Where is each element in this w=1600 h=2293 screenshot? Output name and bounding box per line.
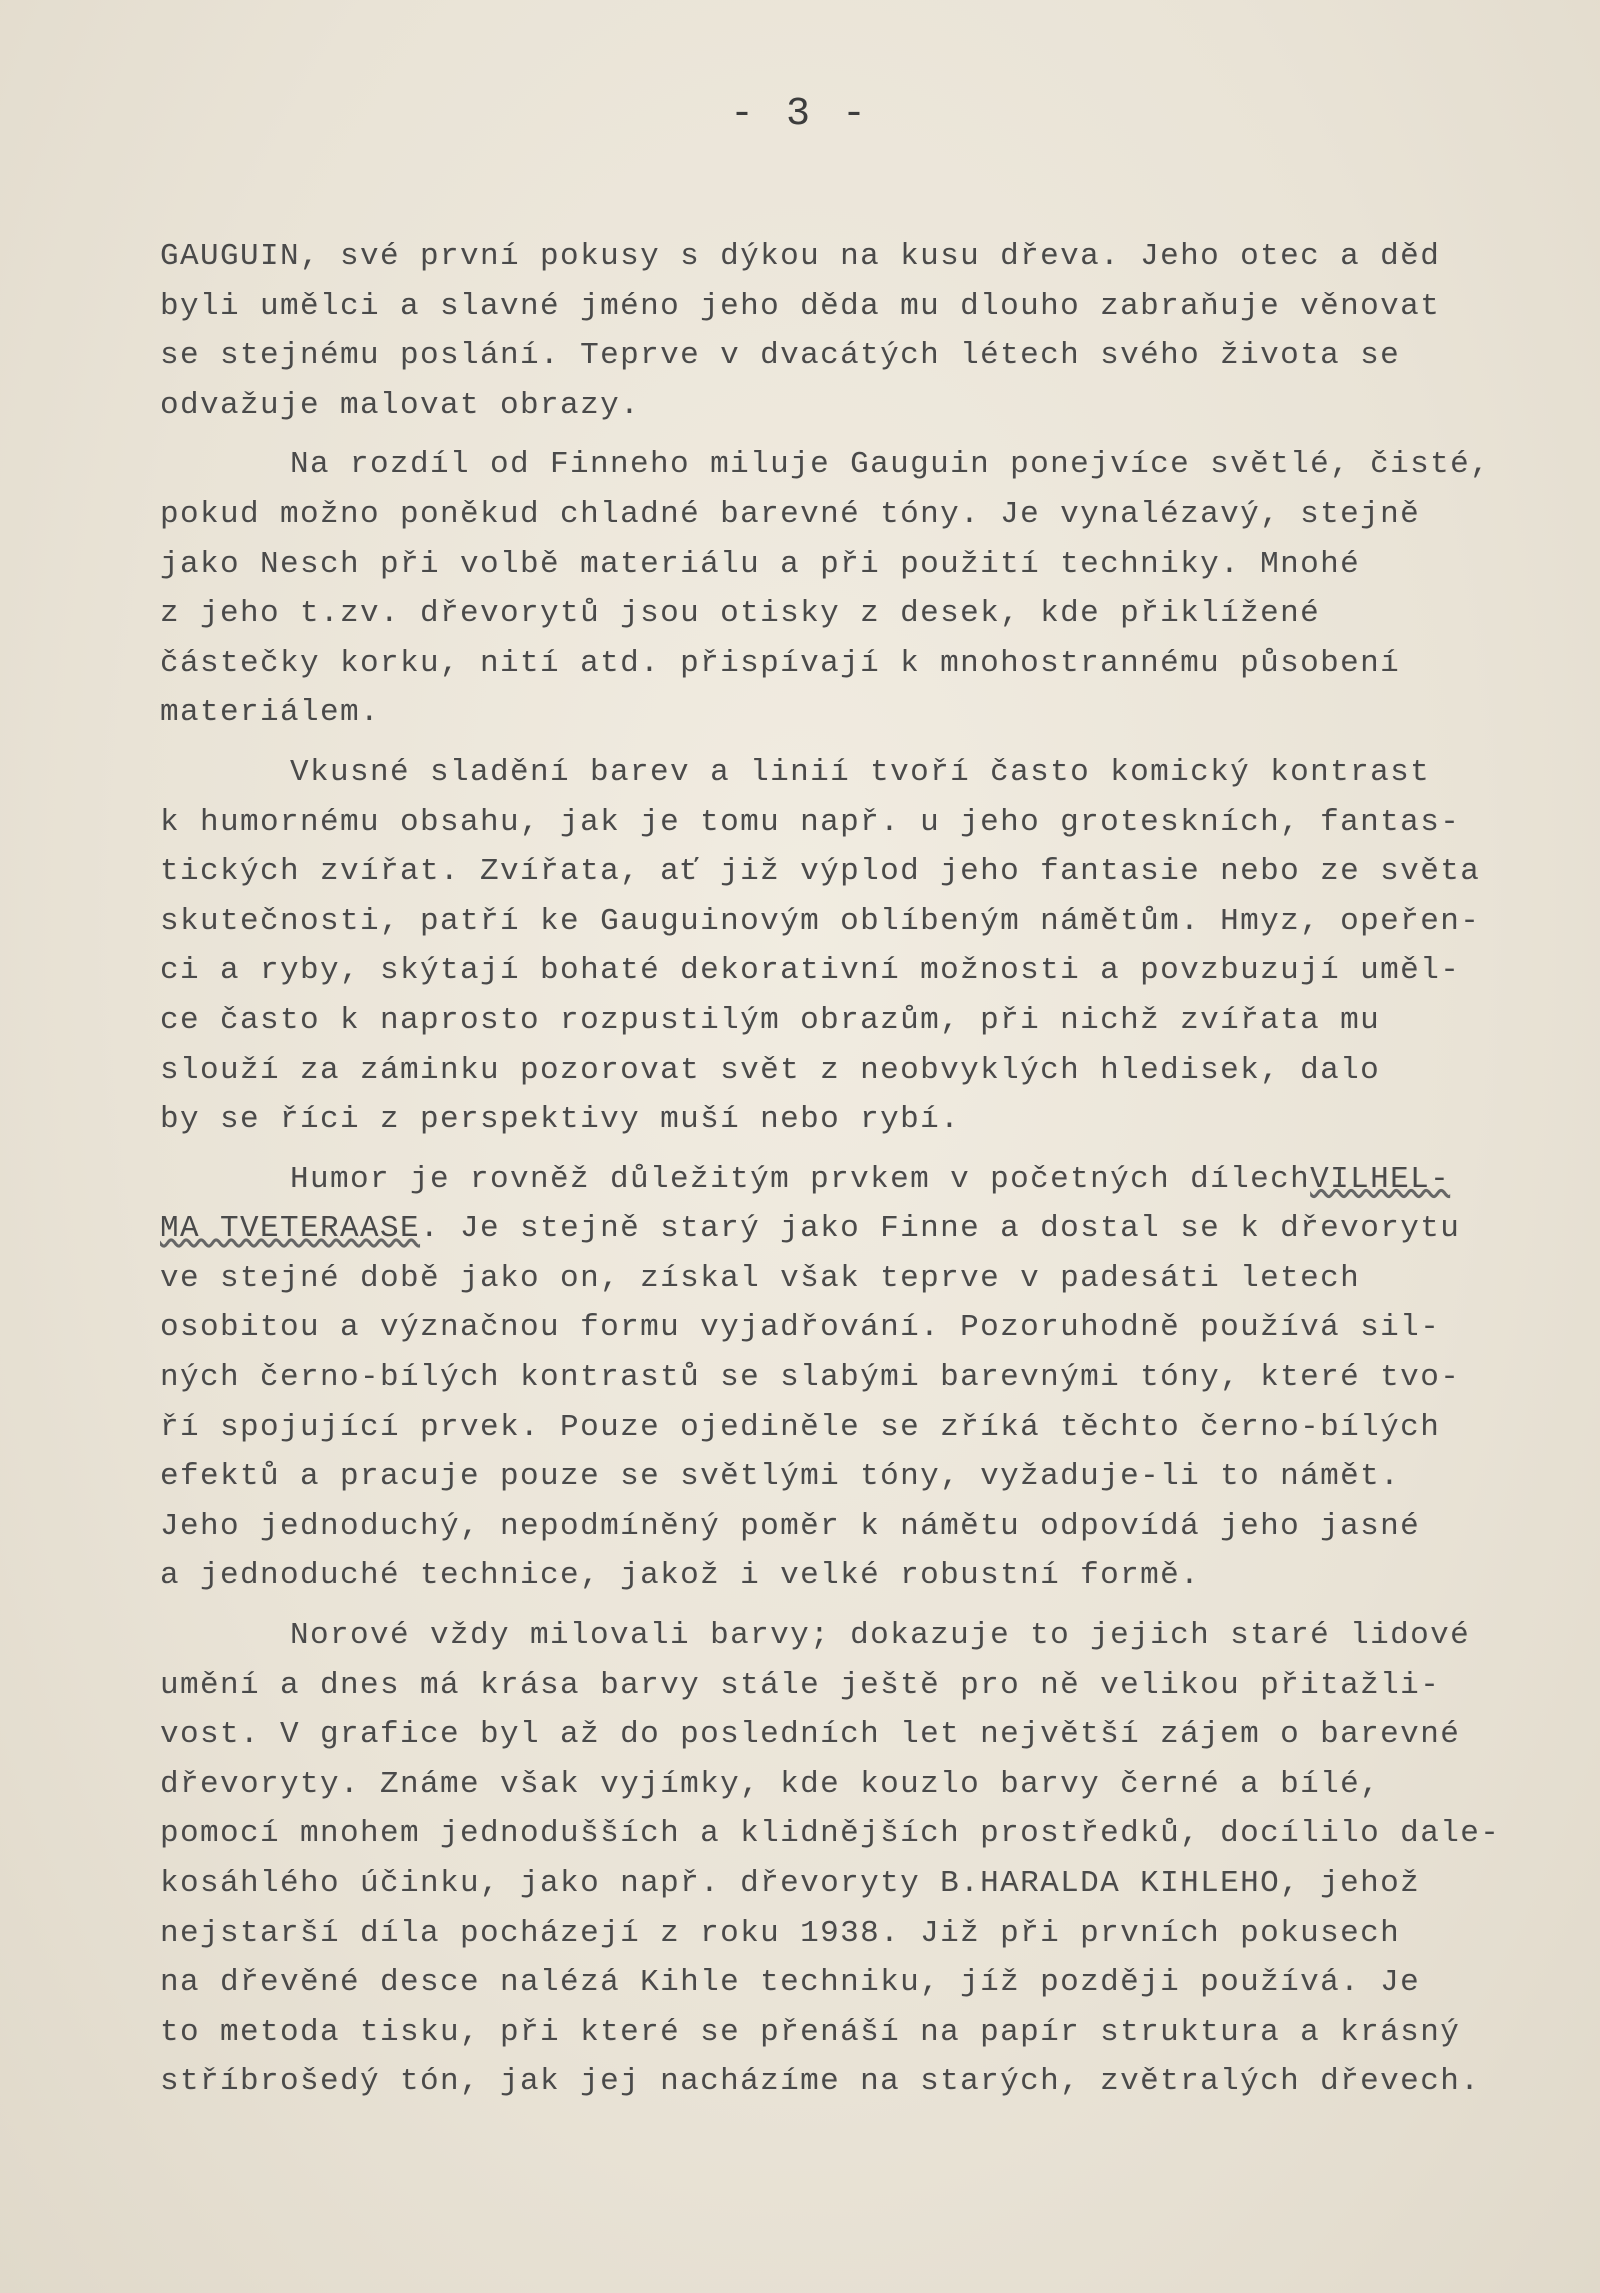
- paragraph-1: [160, 232, 1480, 430]
- text-line: [160, 1204, 1480, 1254]
- text-line: byli umělci a slavné jméno jeho děda mu dlouho zabraňuje věnovat: [160, 288, 1441, 324]
- text-line: Na rozdíl od Finneho miluje Gauguin ponejvíce světlé, čisté,: [290, 447, 1491, 483]
- text-line: ří spojující prvek. Pouze ojediněle se zříká těchto černo-bílých: [160, 1409, 1441, 1445]
- text-line: Norové vždy milovali barvy; dokazuje to jejich staré lidové: [290, 1618, 1471, 1654]
- text-line: kosáhlého účinku, jako např. dřevoryty B.HARALDA KIHLEHO, jehož: [160, 1866, 1421, 1901]
- paragraph-4: [160, 1155, 1480, 1601]
- text-line: Vkusné sladění barev a linií tvoří často komický kontrast: [290, 754, 1431, 790]
- artist-name-underlined: VILHEL-: [1310, 1161, 1451, 1197]
- text-line: efektů a pracuje pouze se světlými tóny, vyžaduje-li to námět.: [160, 1459, 1401, 1495]
- paragraph-5: [160, 1611, 1501, 2107]
- text-line: vost. V grafice byl až do posledních let největší zájem o barevné: [160, 1717, 1461, 1753]
- text-line: Jeho jednoduchý, nepodmíněný poměr k námětu odpovídá jeho jasné: [160, 1508, 1421, 1544]
- text-line: umění a dnes má krása barvy stále ještě pro ně velikou přitažli-: [160, 1667, 1441, 1703]
- text-line: ve stejné době jako on, získal však teprve v padesáti letech: [160, 1260, 1361, 1296]
- text-line: dřevoryty. Známe však vyjímky, kde kouzlo barvy černé a bílé,: [160, 1766, 1381, 1802]
- text-line: stříbrošedý tón, jak jej nacházíme na starých, zvětralých dřevech.: [160, 2064, 1481, 2100]
- paragraph-gap: [160, 1601, 1480, 1611]
- text-line: GAUGUIN, své první pokusy s dýkou na kusu dřeva. Jeho otec a děd: [160, 239, 1441, 274]
- text-line: ce často k naprosto rozpustilým obrazům, při nichž zvířata mu: [160, 1002, 1381, 1038]
- text-line: k humornému obsahu, jak je tomu např. u jeho groteskních, fantas-: [160, 804, 1461, 840]
- text-line: tických zvířat. Zvířata, ať již výplod jeho fantasie nebo ze světa: [160, 854, 1481, 890]
- text-line: skutečnosti, patří ke Gauguinovým oblíbeným námětům. Hmyz, opeřen-: [160, 903, 1481, 939]
- text-line: slouží za záminku pozorovat svět z neobvyklých hledisek, dalo: [160, 1052, 1381, 1088]
- paragraph-3: [160, 748, 1480, 1145]
- text-line: pokud možno poněkud chladné barevné tóny. Je vynalézavý, stejně: [160, 496, 1421, 532]
- text-line: pomocí mnohem jednodušších a klidnějších prostředků, docílilo dale-: [160, 1816, 1501, 1852]
- text-line: to metoda tisku, při které se přenáší na papír struktura a krásný: [160, 2014, 1461, 2050]
- paragraph-2: [160, 440, 1491, 738]
- text-line: materiálem.: [160, 695, 381, 731]
- text-line: na dřevěné desce nalézá Kihle techniku, jíž později používá. Je: [160, 1965, 1421, 2001]
- text-line: z jeho t.zv. dřevorytů jsou otisky z desek, kde přiklížené: [160, 596, 1321, 632]
- paragraph-gap: [160, 430, 1480, 440]
- text-line: nejstarší díla pocházejí z roku 1938. Již při prvních pokusech: [160, 1915, 1401, 1951]
- text-line: osobitou a význačnou formu vyjadřování. Pozoruhodně používá sil-: [160, 1310, 1441, 1346]
- text-segment: . Je stejně starý jako Finne a dostal se k dřevorytu: [420, 1211, 1461, 1247]
- text-line: [160, 1155, 1480, 1205]
- paragraph-gap: [160, 1145, 1480, 1155]
- body-text: [160, 232, 1501, 2107]
- text-line: ných černo-bílých kontrastů se slabými barevnými tóny, které tvo-: [160, 1360, 1461, 1396]
- text-line: odvažuje malovat obrazy.: [160, 387, 641, 423]
- text-line: jako Nesch při volbě materiálu a při použití techniky. Mnohé: [160, 546, 1361, 582]
- text-segment: Humor je rovněž důležitým prvkem v početných dílech: [290, 1161, 1311, 1197]
- text-line: se stejnému poslání. Teprve v dvacátých létech svého života se: [160, 338, 1401, 374]
- text-line: ci a ryby, skýtají bohaté dekorativní možnosti a povzbuzují uměl-: [160, 953, 1461, 989]
- text-line: a jednoduché technice, jakož i velké robustní formě.: [160, 1558, 1201, 1594]
- artist-name-underlined: MA TVETERAASE: [160, 1211, 421, 1247]
- text-line: částečky korku, nití atd. přispívají k mnohostrannému působení: [160, 645, 1401, 681]
- page-number: - 3 -: [729, 92, 871, 137]
- text-line: by se říci z perspektivy muší nebo rybí.: [160, 1102, 961, 1138]
- paragraph-gap: [160, 738, 1480, 748]
